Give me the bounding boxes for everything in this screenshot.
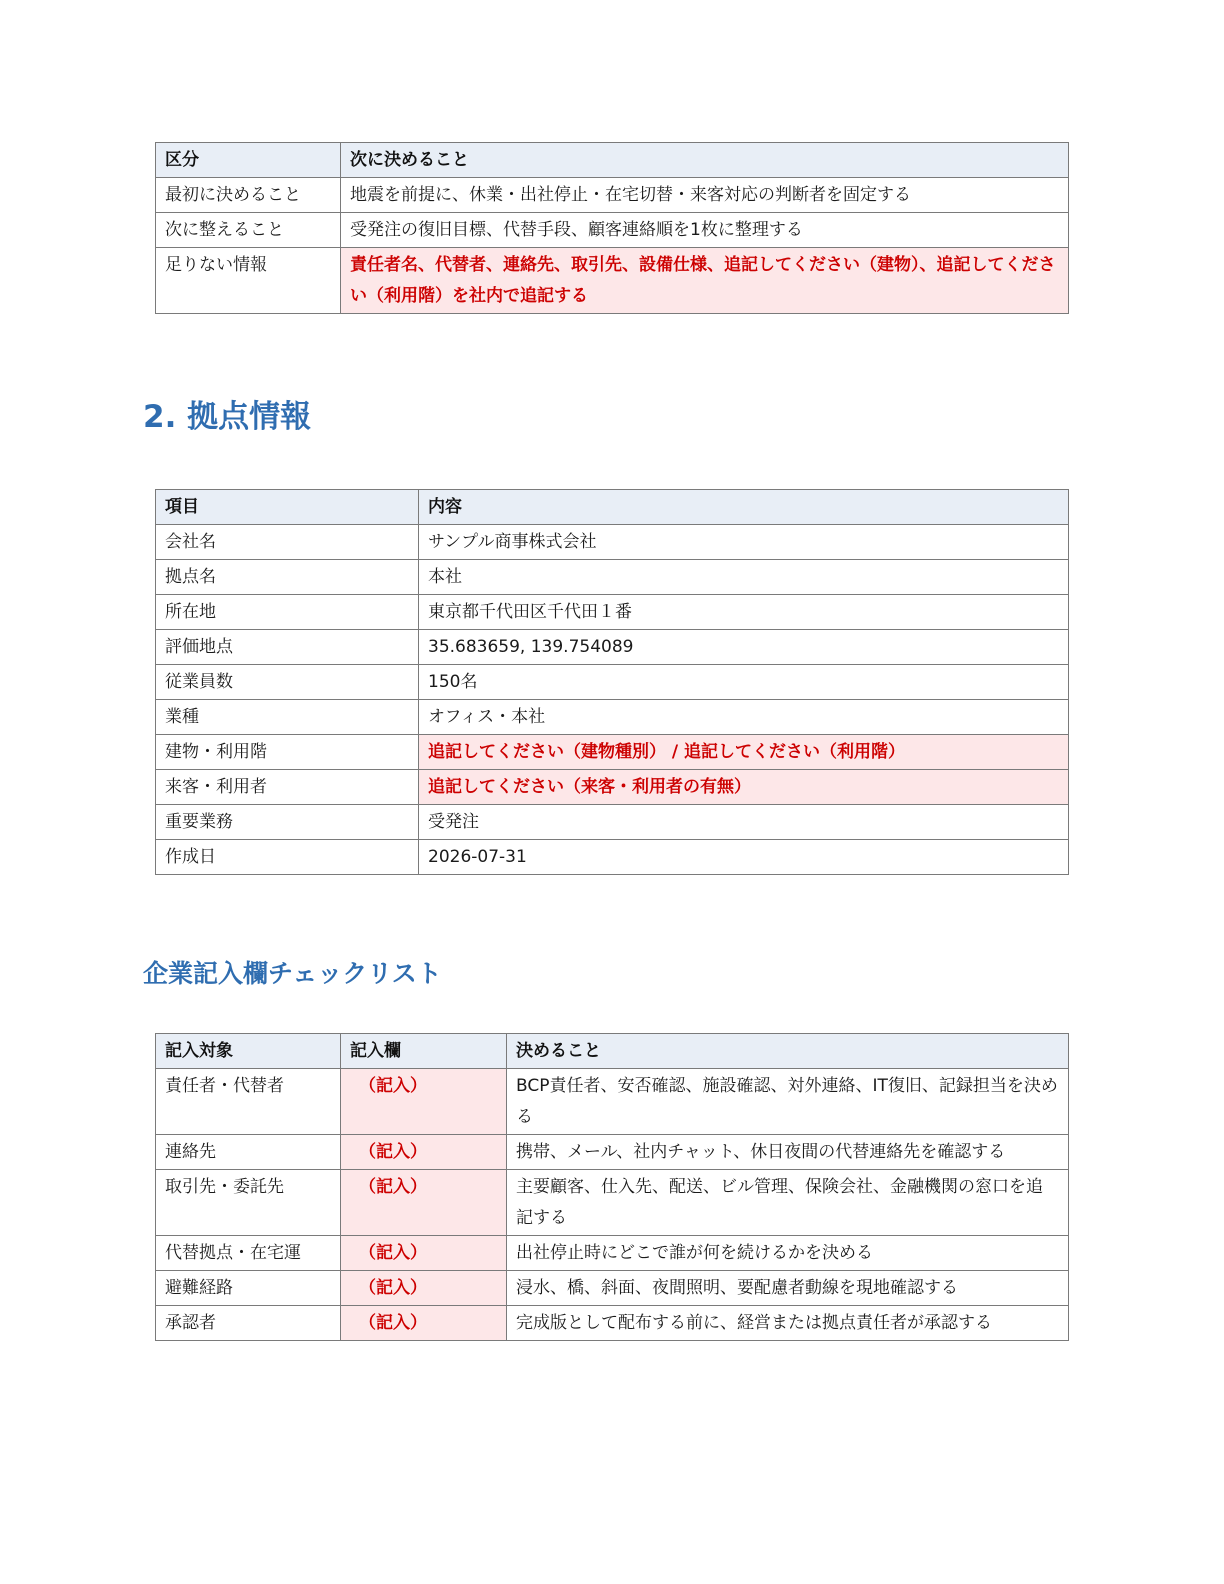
column-header: 記入欄	[341, 1034, 507, 1069]
entry-field: （記入）	[341, 1306, 507, 1341]
row-label: 取引先・委託先	[156, 1170, 341, 1236]
row-label: 来客・利用者	[156, 770, 419, 805]
row-label: 最初に決めること	[156, 178, 341, 213]
entry-field: （記入）	[341, 1069, 507, 1135]
table-row	[156, 1236, 1069, 1271]
row-label: 重要業務	[156, 805, 419, 840]
table-row	[156, 1271, 1069, 1306]
table-row	[156, 630, 1069, 665]
row-label: 次に整えること	[156, 213, 341, 248]
table-row	[156, 665, 1069, 700]
row-value: 本社	[419, 560, 1069, 595]
row-value: 完成版として配布する前に、経営または拠点責任者が承認する	[507, 1306, 1069, 1341]
row-label: 承認者	[156, 1306, 341, 1341]
table-row	[156, 560, 1069, 595]
decision-table	[155, 142, 1069, 314]
row-label: 評価地点	[156, 630, 419, 665]
table-row	[156, 1069, 1069, 1135]
row-label: 建物・利用階	[156, 735, 419, 770]
section-heading-checklist: 企業記入欄チェックリスト	[143, 959, 442, 988]
table-row	[156, 178, 1069, 213]
table-row	[156, 770, 1069, 805]
table-row	[156, 1135, 1069, 1170]
row-value: 携帯、メール、社内チャット、休日夜間の代替連絡先を確認する	[507, 1135, 1069, 1170]
entry-field: （記入）	[341, 1236, 507, 1271]
row-value: サンプル商事株式会社	[419, 525, 1069, 560]
row-label: 代替拠点・在宅運	[156, 1236, 341, 1271]
row-value: 受発注の復旧目標、代替手段、顧客連絡順を1枚に整理する	[341, 213, 1069, 248]
site-info-table	[155, 489, 1069, 875]
table-row	[156, 700, 1069, 735]
column-header: 内容	[419, 490, 1069, 525]
table-header-row	[156, 143, 1069, 178]
row-value: 2026-07-31	[419, 840, 1069, 875]
table-row	[156, 805, 1069, 840]
row-value: 浸水、橋、斜面、夜間照明、要配慮者動線を現地確認する	[507, 1271, 1069, 1306]
row-label: 避難経路	[156, 1271, 341, 1306]
row-label: 足りない情報	[156, 248, 341, 314]
column-header: 項目	[156, 490, 419, 525]
table-header-row	[156, 1034, 1069, 1069]
table-row	[156, 1306, 1069, 1341]
row-label: 会社名	[156, 525, 419, 560]
entry-field: （記入）	[341, 1271, 507, 1306]
column-header: 記入対象	[156, 1034, 341, 1069]
row-label: 従業員数	[156, 665, 419, 700]
row-label: 業種	[156, 700, 419, 735]
entry-field: （記入）	[341, 1135, 507, 1170]
row-value: 東京都千代田区千代田１番	[419, 595, 1069, 630]
row-value: 150名	[419, 665, 1069, 700]
table-row	[156, 735, 1069, 770]
table-row	[156, 840, 1069, 875]
table-row	[156, 1170, 1069, 1236]
checklist-table	[155, 1033, 1069, 1341]
row-label: 連絡先	[156, 1135, 341, 1170]
section-heading-site-info: 2. 拠点情報	[143, 399, 312, 435]
row-label: 責任者・代替者	[156, 1069, 341, 1135]
table-row	[156, 213, 1069, 248]
entry-field: （記入）	[341, 1170, 507, 1236]
row-value: 受発注	[419, 805, 1069, 840]
table-row	[156, 595, 1069, 630]
missing-info-warning: 責任者名、代替者、連絡先、取引先、設備仕様、追記してください（建物）、追記してください（利用階）を社内で追記する	[341, 248, 1069, 314]
row-label: 所在地	[156, 595, 419, 630]
row-value: オフィス・本社	[419, 700, 1069, 735]
row-value: 地震を前提に、休業・出社停止・在宅切替・来客対応の判断者を固定する	[341, 178, 1069, 213]
row-value: 主要顧客、仕入先、配送、ビル管理、保険会社、金融機関の窓口を追記する	[507, 1170, 1069, 1236]
column-header: 区分	[156, 143, 341, 178]
table-row	[156, 248, 1069, 314]
table-header-row	[156, 490, 1069, 525]
row-label: 拠点名	[156, 560, 419, 595]
column-header: 決めること	[507, 1034, 1069, 1069]
missing-info-warning: 追記してください（建物種別） / 追記してください（利用階）	[419, 735, 1069, 770]
row-value: 35.683659, 139.754089	[419, 630, 1069, 665]
column-header: 次に決めること	[341, 143, 1069, 178]
row-value: BCP責任者、安否確認、施設確認、対外連絡、IT復旧、記録担当を決める	[507, 1069, 1069, 1135]
missing-info-warning: 追記してください（来客・利用者の有無）	[419, 770, 1069, 805]
row-value: 出社停止時にどこで誰が何を続けるかを決める	[507, 1236, 1069, 1271]
row-label: 作成日	[156, 840, 419, 875]
table-row	[156, 525, 1069, 560]
